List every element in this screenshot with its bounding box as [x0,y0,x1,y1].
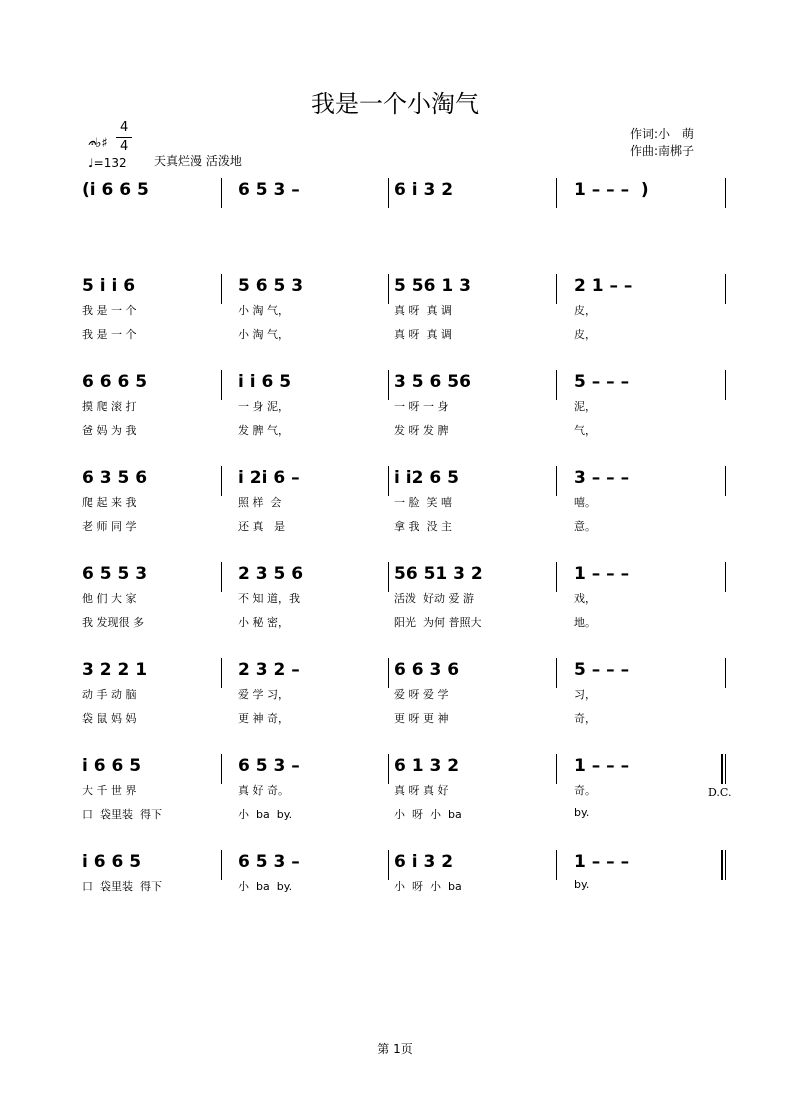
bar-line [725,658,726,688]
lyric-text: 戏， [574,592,596,605]
lyric-text: 发 呀 发 脾 [394,424,449,437]
measure-notes: 3 5 6 56 [394,372,471,392]
lyric-text: 爬 起 来 我 [82,496,137,509]
lyric-text: 嘻。 [574,496,596,509]
lyric-text: by. [574,806,590,819]
bar-line [725,178,726,208]
bar-line [221,754,222,784]
lyric-text: 大 千 世 界 [82,784,137,797]
page-footer: 第 1页 [377,1042,413,1056]
measure-notes: 2 3 5 6 [238,564,304,584]
bar-line [556,274,557,304]
lyric-text: 小 ba by. [238,880,293,893]
bar-line [556,754,557,784]
measure-notes: 6 6 3 6 [394,660,460,680]
measure-notes: 3 – – – [574,468,630,488]
measure-notes: 6 1 3 2 [394,756,460,776]
bar-line [221,370,222,400]
bar-line [388,274,389,304]
bar-line [388,178,389,208]
measure-notes: 5 i i 6 [82,276,136,296]
lyric-text: 真 呀 真 调 [394,328,452,341]
lyric-text: 真 呀 真 好 [394,784,449,797]
bar-line [388,370,389,400]
measure-notes: i i 6 5 [238,372,292,392]
measure-notes: 1 – – – [574,756,630,776]
lyric-text: 习， [574,688,596,701]
lyric-text: 一 脸 笑 嘻 [394,496,452,509]
time-signature-bottom: 4 [120,139,129,154]
lyric-text: 活泼 好动 爱 游 [394,592,474,605]
bar-line [725,370,726,400]
lyric-text: 小 呀 小 ba [394,880,462,893]
lyric-text: 还 真 是 [238,520,285,533]
lyric-text: 奇， [574,712,596,725]
lyric-text: 爱 呀 爱 学 [394,688,449,701]
bar-line [221,658,222,688]
credits [630,126,694,160]
lyric-text: 爱 学 习， [238,688,289,701]
lyric-text: 真 呀 真 调 [394,304,452,317]
bar-line [725,562,726,592]
lyric-text: 袋 鼠 妈 妈 [82,712,137,725]
lyric-text: 一 呀 一 身 [394,400,449,413]
lyric-text: 小 淘 气， [238,304,289,317]
bar-line [221,274,222,304]
measure-notes: (i 6 6 5 [82,180,149,200]
lyric-text: 泥， [574,400,596,413]
measure-notes: 6 i 3 2 [394,852,454,872]
measure-notes: 6 i 3 2 [394,180,454,200]
bar-line [221,466,222,496]
lyric-text: 不 知 道，我 [238,592,300,605]
measure-notes: i 6 6 5 [82,756,142,776]
bar-line [556,178,557,208]
measure-notes: 6 6 6 5 [82,372,148,392]
bar-line [221,850,222,880]
bar-line [725,850,726,880]
measure-notes: 1 – – – [574,852,630,872]
bar-line [556,658,557,688]
lyric-text: 小 ba by. [238,808,293,821]
bar-line [725,754,726,784]
measure-notes: 5 6 5 3 [238,276,304,296]
lyric-text: 更 神 奇， [238,712,289,725]
lyric-text: 气， [574,424,596,437]
final-bar-line [721,850,723,880]
measure-notes: 5 – – – [574,660,630,680]
bar-line [388,562,389,592]
lyric-text: 老 师 同 学 [82,520,137,533]
lyric-text: 动 手 动 脑 [82,688,137,701]
expression-marking: 天真烂漫 活泼地 [154,154,242,168]
key-signature-icon: 𝄐♭♯ [88,136,108,151]
lyricist-credit: 作词:小 萌 [630,127,695,141]
lyric-text: 地。 [574,616,596,629]
measure-notes: 1 – – – ) [574,180,649,200]
song-title: 我是一个小淘气 [311,90,479,118]
bar-line [388,754,389,784]
time-signature-top: 4 [120,120,129,135]
measure-notes: 6 5 3 – [238,756,300,776]
lyric-text: 拿 我 没 主 [394,520,452,533]
lyric-text: 口 袋里装 得下 [82,880,162,893]
lyric-text: 意。 [574,520,596,533]
lyric-text: 爸 妈 为 我 [82,424,137,437]
lyric-text: by. [574,878,590,891]
lyric-text: 更 呀 更 神 [394,712,449,725]
lyric-text: 奇。 [574,784,596,797]
bar-line [556,466,557,496]
lyric-text: 真 好 奇。 [238,784,289,797]
measure-notes: 6 3 5 6 [82,468,148,488]
measure-notes: 5 – – – [574,372,630,392]
measure-notes: i 6 6 5 [82,852,142,872]
measure-notes: 6 5 3 – [238,180,300,200]
bar-line [388,850,389,880]
lyric-text: 皮， [574,304,596,317]
lyric-text: 皮， [574,328,596,341]
bar-line [725,274,726,304]
bar-line [221,178,222,208]
measure-notes: i 2i 6 – [238,468,300,488]
measure-notes: 6 5 5 3 [82,564,148,584]
lyric-text: 小 呀 小 ba [394,808,462,821]
lyric-text: 照 样 会 [238,496,282,509]
bar-line [556,370,557,400]
measure-notes: 5 56 1 3 [394,276,471,296]
measure-notes: 6 5 3 – [238,852,300,872]
lyric-text: 我 发现很 多 [82,616,144,629]
measure-notes: 2 1 – – [574,276,633,296]
measure-notes: 2 3 2 – [238,660,300,680]
lyric-text: 发 脾 气， [238,424,289,437]
measure-notes: i i2 6 5 [394,468,459,488]
lyric-text: 口 袋里装 得下 [82,808,162,821]
lyric-text: 他 们 大 家 [82,592,137,605]
measure-notes: 1 – – – [574,564,630,584]
bar-line [221,562,222,592]
lyric-text: 阳光 为何 普照大 [394,616,482,629]
bar-line [556,850,557,880]
lyric-text: 我 是 一 个 [82,304,137,317]
bar-line [725,466,726,496]
lyric-text: 小 淘 气， [238,328,289,341]
measure-notes: 3 2 2 1 [82,660,148,680]
bar-line [556,562,557,592]
lyric-text: 一 身 泥， [238,400,289,413]
bar-line [388,466,389,496]
lyric-text: 摸 爬 滚 打 [82,400,137,413]
time-signature-line [116,137,132,138]
measure-notes: 56 51 3 2 [394,564,483,584]
bar-line [388,658,389,688]
lyric-text: 我 是 一 个 [82,328,137,341]
final-bar-line [721,754,723,784]
composer-credit: 作曲:南梆子 [630,144,695,158]
da-capo-mark: D.C. [708,786,732,799]
tempo-marking: ♩=132 [88,156,127,170]
lyric-text: 小 秘 密， [238,616,289,629]
